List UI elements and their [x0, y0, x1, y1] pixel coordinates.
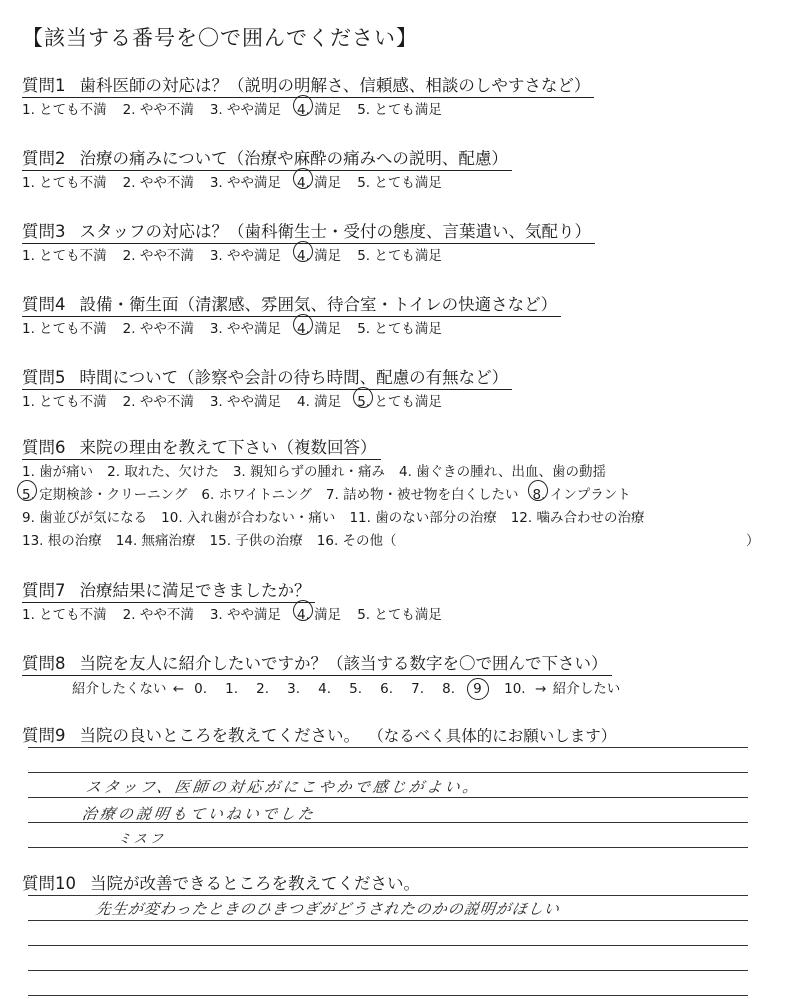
q7-title [22, 577, 315, 603]
q2-option-2[interactable]: 2. やや不満 [122, 175, 194, 191]
q3-option-5[interactable]: 5. とても満足 [357, 248, 442, 264]
q8-number-3[interactable]: 3. [287, 681, 300, 697]
q6-paren-close: ） [746, 533, 760, 549]
q1-number: 質問1 [22, 76, 66, 95]
q9-text: 当院の良いところを教えてください。 [79, 726, 360, 745]
q10-line-1 [28, 895, 748, 896]
q6-number: 質問6 [22, 438, 66, 457]
q6-reason-16[interactable]: 16. その他（ [316, 533, 397, 549]
q6-reason-13[interactable]: 13. 根の治療 [22, 533, 102, 549]
q5-options [22, 390, 458, 410]
q3-option-1[interactable]: 1. とても不満 [22, 248, 107, 264]
q8-number-5[interactable]: 5. [349, 681, 362, 697]
q5-option-3[interactable]: 3. やや満足 [209, 394, 282, 410]
q7-text: 治療結果に満足できましたか？ [79, 581, 311, 600]
q9-note: （なるべく具体的にお願いします） [376, 727, 617, 745]
q9-number: 質問9 [22, 726, 66, 745]
q7-option-1[interactable]: 1. とても不満 [22, 607, 107, 623]
q8-number: 質問8 [22, 654, 66, 673]
q4-option-4[interactable]: 4. 満足 [297, 317, 341, 337]
q9-line-2 [28, 772, 748, 773]
q7-number: 質問7 [22, 581, 66, 600]
q8-text: 当院を友人に紹介したいですか？（該当する数字を〇で囲んで下さい） [79, 654, 608, 673]
q1-title [22, 72, 594, 98]
q8-number-1[interactable]: 1. [225, 681, 238, 697]
q10-line-3 [28, 945, 748, 946]
q6-reason-1[interactable]: 1. 歯が痛い [22, 464, 94, 480]
q9-answer-line-1: スタッフ、医師の対応がにこやかで感じがよい。 [84, 778, 483, 796]
q6-title [22, 434, 381, 460]
q3-option-2[interactable]: 2. やや不満 [122, 248, 194, 264]
q5-option-4[interactable]: 4. 満足 [297, 394, 342, 410]
q6-reason-14[interactable]: 14. 無痛治療 [115, 533, 196, 549]
q6-reason-4[interactable]: 4. 歯ぐきの腫れ、出血、歯の動揺 [399, 464, 606, 480]
q9-line-1 [28, 747, 748, 748]
q4-option-2[interactable]: 2. やや不満 [122, 321, 194, 337]
q4-options [22, 317, 458, 337]
q7-option-2[interactable]: 2. やや不満 [122, 607, 194, 623]
q2-number: 質問2 [22, 149, 66, 168]
page-heading: 【該当する番号を〇で囲んでください】 [22, 26, 418, 50]
q4-title [22, 291, 561, 317]
q8-number-10[interactable]: 10. [504, 681, 526, 697]
q4-option-1[interactable]: 1. とても不満 [22, 321, 107, 337]
q6-row-2 [22, 483, 645, 503]
q9-title [22, 722, 616, 746]
q8-number-8[interactable]: 8. [442, 681, 455, 697]
q7-option-3[interactable]: 3. やや満足 [209, 607, 282, 623]
q10-text: 当院が改善できるところを教えてください。 [90, 874, 420, 893]
q9-line-3 [28, 797, 748, 798]
q2-option-1[interactable]: 1. とても不満 [22, 175, 107, 191]
q8-number-0[interactable]: 0. [194, 681, 207, 697]
q1-text: 歯科医師の対応は？（説明の明解さ、信頼感、相談のしやすさなど） [79, 76, 591, 95]
q7-option-4[interactable]: 4. 満足 [297, 603, 341, 623]
q1-option-1[interactable]: 1. とても不満 [22, 102, 107, 118]
q6-text: 来院の理由を教えて下さい（複数回答） [79, 438, 377, 457]
q8-scale [72, 677, 630, 697]
q6-row-1 [22, 460, 620, 480]
q1-option-2[interactable]: 2. やや不満 [122, 102, 194, 118]
q6-reason-7[interactable]: 7. 詰め物・被せ物を白くしたい [325, 487, 519, 503]
q10-line-2 [28, 920, 748, 921]
q8-number-6[interactable]: 6. [380, 681, 393, 697]
q10-title [22, 870, 420, 894]
q8-numbers [194, 681, 535, 697]
q6-row-3 [22, 506, 658, 526]
q3-text: スタッフの対応は？（歯科衛生士・受付の態度、言葉遣い、気配り） [79, 222, 591, 241]
q10-line-5 [28, 995, 748, 996]
q8-right-label: → 紹介したい [535, 681, 621, 697]
q5-option-5[interactable]: 5. とても満足 [357, 390, 442, 410]
q3-options [22, 244, 458, 264]
q10-number: 質問10 [22, 874, 76, 893]
q6-reason-12[interactable]: 12. 噛み合わせの治療 [510, 510, 645, 526]
q2-text: 治療の痛みについて（治療や麻酔の痛みへの説明、配慮） [79, 149, 508, 168]
q4-number: 質問4 [22, 295, 66, 314]
q1-option-4[interactable]: 4. 満足 [297, 98, 341, 118]
q6-reason-10[interactable]: 10. 入れ歯が合わない・痛い [161, 510, 336, 526]
q8-number-2[interactable]: 2. [256, 681, 269, 697]
q1-options [22, 98, 458, 118]
q3-option-3[interactable]: 3. やや満足 [209, 248, 282, 264]
q6-reason-2[interactable]: 2. 取れた、欠けた [107, 464, 219, 480]
q9-answer-line-3: ミスフ [116, 832, 167, 847]
q1-option-3[interactable]: 3. やや満足 [209, 102, 282, 118]
q1-option-5[interactable]: 5. とても満足 [357, 102, 442, 118]
q6-reason-9[interactable]: 9. 歯並びが気になる [22, 510, 148, 526]
q3-option-4[interactable]: 4. 満足 [297, 244, 341, 264]
q2-title [22, 145, 512, 171]
q2-option-4[interactable]: 4. 満足 [297, 171, 341, 191]
q6-row-4 [22, 529, 411, 549]
q8-number-7[interactable]: 7. [411, 681, 424, 697]
q3-title [22, 218, 595, 244]
q5-number: 質問5 [22, 368, 66, 387]
q7-options [22, 603, 458, 623]
q8-number-9[interactable]: 9 [473, 681, 504, 697]
q4-option-5[interactable]: 5. とても満足 [357, 321, 442, 337]
q6-reason-15[interactable]: 15. 子供の治療 [209, 533, 303, 549]
q8-left-label: 紹介したくない ← [72, 681, 185, 697]
q6-reason-6[interactable]: 6. ホワイトニング [201, 487, 312, 503]
q5-text: 時間について（診察や会計の待ち時間、配慮の有無など） [79, 368, 509, 387]
q6-reason-11[interactable]: 11. 歯のない部分の治療 [349, 510, 497, 526]
q6-reason-8[interactable]: 8. インプラント [533, 483, 631, 503]
q5-option-2[interactable]: 2. やや不満 [122, 394, 194, 410]
q4-text: 設備・衛生面（清潔感、雰囲気、待合室・トイレの快適さなど） [79, 295, 558, 314]
q10-answer-line-1: 先生が変わったときのひきつぎがどうされたのかの説明がほしい [94, 900, 562, 918]
q4-option-3[interactable]: 3. やや満足 [209, 321, 282, 337]
q5-option-1[interactable]: 1. とても不満 [22, 394, 107, 410]
q6-reason-5[interactable]: 5. 定期検診・クリーニング [22, 483, 187, 503]
q7-option-5[interactable]: 5. とても満足 [357, 607, 442, 623]
q10-line-4 [28, 970, 748, 971]
q9-line-5 [28, 847, 748, 848]
q2-options [22, 171, 458, 191]
q5-title [22, 364, 512, 390]
q6-reason-3[interactable]: 3. 親知らずの腫れ・痛み [232, 464, 386, 480]
q8-title [22, 650, 612, 676]
q8-number-4[interactable]: 4. [318, 681, 331, 697]
q2-option-3[interactable]: 3. やや満足 [209, 175, 282, 191]
q3-number: 質問3 [22, 222, 66, 241]
q2-option-5[interactable]: 5. とても満足 [357, 175, 442, 191]
q9-answer-line-2: 治療の説明もていねいでした [80, 805, 318, 823]
